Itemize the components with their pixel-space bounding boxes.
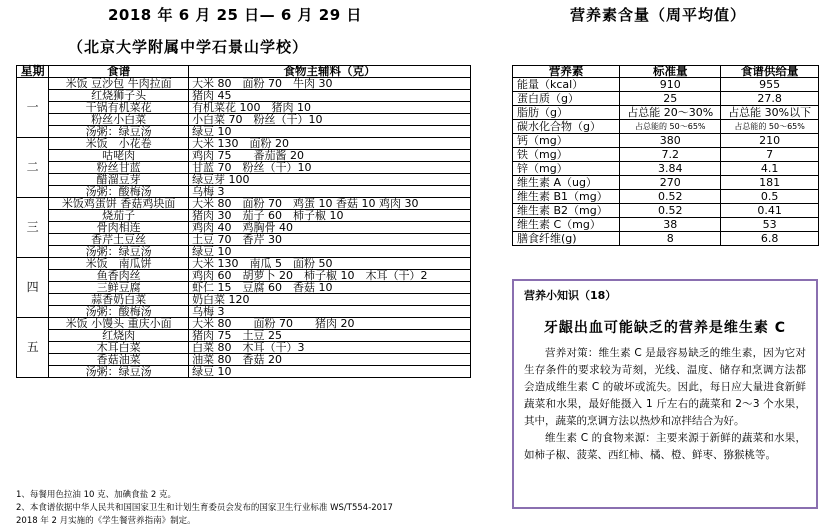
standard-value-cell: 38 bbox=[620, 218, 721, 232]
nutrition-header-row bbox=[513, 66, 819, 78]
ingredients-cell: 猪肉 75 土豆 25 bbox=[189, 330, 471, 342]
supply-value-cell: 0.41 bbox=[721, 204, 819, 218]
standard-value-cell: 占总能 20～30% bbox=[620, 106, 721, 120]
menu-row bbox=[17, 138, 471, 150]
nutrient-name-cell: 蛋白质（g） bbox=[513, 92, 620, 106]
standard-value-cell: 25 bbox=[620, 92, 721, 106]
ingredients-cell: 甘蓝 70 粉丝（干）10 bbox=[189, 162, 471, 174]
ingredients-cell: 鸡肉 40 鸡胸骨 40 bbox=[189, 222, 471, 234]
tip-paragraph-2: 维生素 C 的食物来源：主要来源于新鲜的蔬菜和水果，如柿子椒、菠菜、西红柿、橘、橙、鲜枣、猕猴桃等。 bbox=[524, 432, 806, 461]
nutrition-body bbox=[513, 78, 819, 246]
menu-row bbox=[17, 366, 471, 378]
dish-cell: 汤粥：酸梅汤 bbox=[49, 186, 189, 198]
col-dish: 食谱 bbox=[49, 66, 189, 78]
dish-cell: 汤粥：绿豆汤 bbox=[49, 126, 189, 138]
ingredients-cell: 乌梅 3 bbox=[189, 186, 471, 198]
supply-value-cell: 210 bbox=[721, 134, 819, 148]
menu-row bbox=[17, 258, 471, 270]
menu-row bbox=[17, 246, 471, 258]
ingredients-cell: 鸡肉 60 胡萝卜 20 柿子椒 10 木耳（干）2 bbox=[189, 270, 471, 282]
nutrition-row bbox=[513, 78, 819, 92]
nutrition-row bbox=[513, 176, 819, 190]
menu-row bbox=[17, 270, 471, 282]
day-cell: 二 bbox=[17, 138, 49, 198]
menu-row bbox=[17, 222, 471, 234]
footnote-2: 2、本食谱依据中华人民共和国国家卫生和计划生育委员会发布的国家卫生行业标准 WS/T554-2017 bbox=[16, 503, 393, 513]
ingredients-cell: 绿豆 10 bbox=[189, 126, 471, 138]
standard-value-cell: 占总能的 50～65% bbox=[620, 120, 721, 134]
dish-cell: 骨肉相连 bbox=[49, 222, 189, 234]
nutrition-row bbox=[513, 120, 819, 134]
nutrition-row bbox=[513, 106, 819, 120]
nutrition-row bbox=[513, 190, 819, 204]
footnote-3: 2018 年 2 月实施的《学生餐营养指南》制定。 bbox=[16, 516, 196, 526]
col-ingredients: 食物主辅料（克） bbox=[189, 66, 471, 78]
nutrition-tip-box bbox=[512, 279, 818, 509]
dish-cell: 醋溜豆芽 bbox=[49, 174, 189, 186]
menu-row bbox=[17, 102, 471, 114]
day-cell: 三 bbox=[17, 198, 49, 258]
ingredients-cell: 绿豆 10 bbox=[189, 366, 471, 378]
menu-table bbox=[16, 65, 471, 378]
menu-row bbox=[17, 78, 471, 90]
tip-paragraph-1: 营养对策：维生素 C 是最容易缺乏的维生素，因为它对生存条件的要求较为苛刻，光线、温度、储存和烹调方法都会造成维生素 C 的破坏或流失。因此，每日应大量进食新鲜蔬菜和水果，最好能摄入 1 斤左右的蔬菜和 2～3 个水果，其中，蔬菜的烹调方法以热炒和凉拌结合为好。 bbox=[524, 347, 806, 427]
menu-row bbox=[17, 198, 471, 210]
date-range-title: 2018 年 6 月 25 日— 6 月 29 日 bbox=[108, 6, 362, 24]
dish-cell: 米饭 南瓜饼 bbox=[49, 258, 189, 270]
footnotes bbox=[16, 489, 393, 528]
menu-row bbox=[17, 354, 471, 366]
ingredients-cell: 小白菜 70 粉丝（干）10 bbox=[189, 114, 471, 126]
dish-cell: 香芹土豆丝 bbox=[49, 234, 189, 246]
ingredients-cell: 土豆 70 香芹 30 bbox=[189, 234, 471, 246]
menu-row bbox=[17, 210, 471, 222]
nutrition-row bbox=[513, 162, 819, 176]
nutrient-name-cell: 维生素 B2（mg） bbox=[513, 204, 620, 218]
ingredients-cell: 大米 80 面粉 70 鸡蛋 10 香菇 10 鸡肉 30 bbox=[189, 198, 471, 210]
supply-value-cell: 181 bbox=[721, 176, 819, 190]
supply-value-cell: 4.1 bbox=[721, 162, 819, 176]
col-day: 星期 bbox=[17, 66, 49, 78]
menu-row bbox=[17, 306, 471, 318]
ingredients-cell: 猪肉 30 茄子 60 柿子椒 10 bbox=[189, 210, 471, 222]
standard-value-cell: 8 bbox=[620, 232, 721, 246]
tip-header: 营养小知识（18） bbox=[524, 289, 617, 302]
ingredients-cell: 有机菜花 100 猪肉 10 bbox=[189, 102, 471, 114]
tip-title: 牙龈出血可能缺乏的营养是维生素 C bbox=[543, 320, 787, 336]
dish-cell: 三鲜豆腐 bbox=[49, 282, 189, 294]
menu-row bbox=[17, 114, 471, 126]
nutrient-name-cell: 脂肪（g） bbox=[513, 106, 620, 120]
nutrition-row bbox=[513, 134, 819, 148]
dish-cell: 蒜香奶白菜 bbox=[49, 294, 189, 306]
dish-cell: 红烧狮子头 bbox=[49, 90, 189, 102]
menu-row bbox=[17, 318, 471, 330]
dish-cell: 干锅有机菜花 bbox=[49, 102, 189, 114]
ingredients-cell: 大米 80 面粉 70 猪肉 20 bbox=[189, 318, 471, 330]
standard-value-cell: 7.2 bbox=[620, 148, 721, 162]
footnote-1: 1、每餐用色拉油 10 克、加碘食盐 2 克。 bbox=[16, 490, 176, 500]
day-cell: 四 bbox=[17, 258, 49, 318]
ingredients-cell: 虾仁 15 豆腐 60 香菇 10 bbox=[189, 282, 471, 294]
standard-value-cell: 0.52 bbox=[620, 204, 721, 218]
ingredients-cell: 鸡肉 75 番茄酱 20 bbox=[189, 150, 471, 162]
supply-value-cell: 占总能的 50～65% bbox=[721, 120, 819, 134]
ingredients-cell: 猪肉 45 bbox=[189, 90, 471, 102]
dish-cell: 咕咾肉 bbox=[49, 150, 189, 162]
nutrition-row bbox=[513, 204, 819, 218]
nutrition-title: 营养素含量（周平均值） bbox=[570, 6, 747, 24]
nutrient-name-cell: 膳食纤维(g) bbox=[513, 232, 620, 246]
menu-row bbox=[17, 150, 471, 162]
nutrient-name-cell: 维生素 A（ug） bbox=[513, 176, 620, 190]
nutrient-name-cell: 碳水化合物（g） bbox=[513, 120, 620, 134]
dish-cell: 粉丝小白菜 bbox=[49, 114, 189, 126]
nutrient-name-cell: 维生素 C（mg） bbox=[513, 218, 620, 232]
dish-cell: 汤粥：酸梅汤 bbox=[49, 306, 189, 318]
menu-body bbox=[17, 78, 471, 378]
dish-cell: 汤粥：绿豆汤 bbox=[49, 366, 189, 378]
col-supply: 食谱供给量 bbox=[721, 66, 819, 78]
menu-row bbox=[17, 126, 471, 138]
col-nutrient: 营养素 bbox=[513, 66, 620, 78]
supply-value-cell: 占总能 30%以下 bbox=[721, 106, 819, 120]
dish-cell: 粉丝甘蓝 bbox=[49, 162, 189, 174]
dish-cell: 红烧肉 bbox=[49, 330, 189, 342]
menu-row bbox=[17, 294, 471, 306]
ingredients-cell: 大米 130 面粉 20 bbox=[189, 138, 471, 150]
nutrient-name-cell: 钙（mg） bbox=[513, 134, 620, 148]
supply-value-cell: 53 bbox=[721, 218, 819, 232]
menu-row bbox=[17, 234, 471, 246]
dish-cell: 香菇油菜 bbox=[49, 354, 189, 366]
nutrition-row bbox=[513, 92, 819, 106]
menu-row bbox=[17, 186, 471, 198]
supply-value-cell: 27.8 bbox=[721, 92, 819, 106]
nutrient-name-cell: 锌（mg） bbox=[513, 162, 620, 176]
day-cell: 一 bbox=[17, 78, 49, 138]
dish-cell: 汤粥：绿豆汤 bbox=[49, 246, 189, 258]
col-standard: 标准量 bbox=[620, 66, 721, 78]
dish-cell: 木耳白菜 bbox=[49, 342, 189, 354]
ingredients-cell: 大米 130 南瓜 5 面粉 50 bbox=[189, 258, 471, 270]
standard-value-cell: 3.84 bbox=[620, 162, 721, 176]
dish-cell: 鱼香肉丝 bbox=[49, 270, 189, 282]
ingredients-cell: 油菜 80 香菇 20 bbox=[189, 354, 471, 366]
nutrient-name-cell: 铁（mg） bbox=[513, 148, 620, 162]
supply-value-cell: 955 bbox=[721, 78, 819, 92]
ingredients-cell: 大米 80 面粉 70 牛肉 30 bbox=[189, 78, 471, 90]
menu-row bbox=[17, 342, 471, 354]
menu-row bbox=[17, 90, 471, 102]
nutrition-row bbox=[513, 232, 819, 246]
ingredients-cell: 乌梅 3 bbox=[189, 306, 471, 318]
menu-row bbox=[17, 330, 471, 342]
supply-value-cell: 7 bbox=[721, 148, 819, 162]
nutrient-name-cell: 维生素 B1（mg） bbox=[513, 190, 620, 204]
menu-row bbox=[17, 174, 471, 186]
ingredients-cell: 白菜 80 木耳（干）3 bbox=[189, 342, 471, 354]
standard-value-cell: 380 bbox=[620, 134, 721, 148]
nutrition-table bbox=[512, 65, 819, 246]
nutrition-row bbox=[513, 148, 819, 162]
nutrition-row bbox=[513, 218, 819, 232]
supply-value-cell: 0.5 bbox=[721, 190, 819, 204]
ingredients-cell: 绿豆 10 bbox=[189, 246, 471, 258]
ingredients-cell: 绿豆芽 100 bbox=[189, 174, 471, 186]
day-cell: 五 bbox=[17, 318, 49, 378]
standard-value-cell: 910 bbox=[620, 78, 721, 92]
ingredients-cell: 奶白菜 120 bbox=[189, 294, 471, 306]
standard-value-cell: 0.52 bbox=[620, 190, 721, 204]
nutrient-name-cell: 能量（kcal） bbox=[513, 78, 620, 92]
standard-value-cell: 270 bbox=[620, 176, 721, 190]
menu-row bbox=[17, 282, 471, 294]
dish-cell: 烧茄子 bbox=[49, 210, 189, 222]
menu-row bbox=[17, 162, 471, 174]
supply-value-cell: 6.8 bbox=[721, 232, 819, 246]
menu-header-row bbox=[17, 66, 471, 78]
dish-cell: 米饭 小花卷 bbox=[49, 138, 189, 150]
school-name: （北京大学附属中学石景山学校） bbox=[68, 38, 309, 56]
dish-cell: 米饭 小馒头 重庆小面 bbox=[49, 318, 189, 330]
dish-cell: 米饭鸡蛋饼 香菇鸡块面 bbox=[49, 198, 189, 210]
dish-cell: 米饭 豆沙包 牛肉拉面 bbox=[49, 78, 189, 90]
